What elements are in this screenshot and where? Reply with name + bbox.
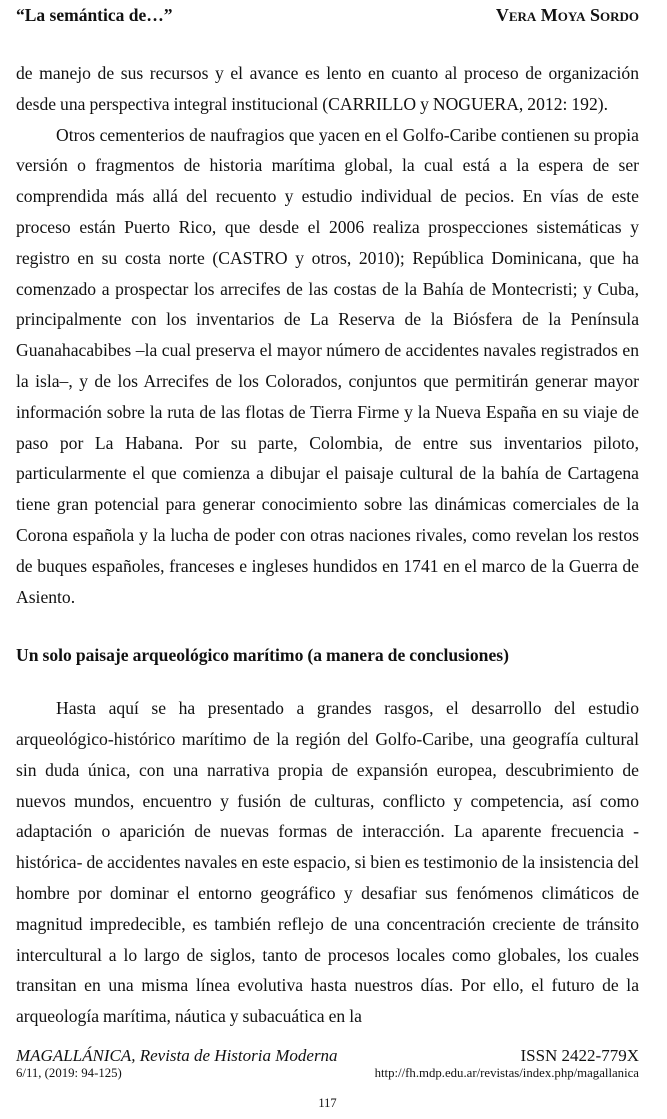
page-footer (16, 1046, 639, 1081)
paragraph-conclusions: Hasta aquí se ha presentado a grandes rasgos, el desarrollo del estudio arqueológico-histórico marítimo de la región del Golfo-Caribe, una geografía cultural sin duda única, con una narrativa propia de expansión europea, descubrimiento de nuevos mundos, encuentro y fusión de culturas, conflicto y competencia, así como adaptación o aparición de nuevas formas de interacción. La aparente frecuencia -histórica- de accidentes navales en este espacio, si bien es testimonio de la insistencia del hombre por dominar el entorno geográfico y desafiar sus fenómenos climáticos de magnitud impredecible, es también reflejo de una concentración creciente de tránsito intercultural a lo largo de siglos, tanto de procesos locales como globales, los cuales transitan en una misma línea evolutiva hasta nuestros días. Por ello, el futuro de la arqueología marítima, náutica y subacuática en la (16, 698, 639, 1027)
running-title: “La semántica de…” (16, 5, 173, 25)
journal-url[interactable]: http://fh.mdp.edu.ar/revistas/index.php/magallanica (374, 1065, 639, 1080)
issue-info: 6/11, (2019: 94-125) (16, 1065, 122, 1080)
paragraph-continued: de manejo de sus recursos y el avance es lento en cuanto al proceso de organización desde una perspectiva integral institucional (CARRILLO y NOGUERA, 2012: 192). (16, 63, 639, 114)
paragraph-shipwreck-cemeteries: Otros cementerios de naufragios que yacen en el Golfo-Caribe contienen su propia versión o fragmentos de historia marítima global, la cual está a la espera de ser comprendida más allá del recuento y estudio individual de pecios. En vías de este proceso están Puerto Rico, que desde el 2006 realiza prospecciones sistemáticas y registro en su costa norte (CASTRO y otros, 2010); República Dominicana, que ha comenzado a prospectar los arrecifes de las costas de la Bahía de Montecristi; y Cuba, principalmente con los inventarios de La Reserva de la Biósfera de la Península Guanahacabibes –la cual preserva el mayor número de accidentes navales registrados en la isla–, y de los Arrecifes de los Colorados, conjuntos que permitirán generar mayor información sobre la ruta de las flotas de Tierra Firme y la Nueva España en su viaje de paso por La Habana. Por su parte, Colombia, de entre sus inventarios piloto, particularmente el que comienza a dibujar el paisaje cultural de la bahía de Cartagena tiene gran potencial para generar conocimiento sobre las dinámicas comerciales de la Corona española y la lucha de poder con otras naciones rivales, como revelan los restos de buques españoles, franceses e ingleses hundidos en 1741 en el marco de la Guerra de Asiento. (16, 124, 639, 607)
journal-name: MAGALLÁNICA, Revista de Historia Moderna (16, 1045, 338, 1065)
section-heading: Un solo paisaje arqueológico marítimo (a manera de conclusiones) (16, 645, 509, 666)
running-header (16, 3, 639, 27)
author-name: Vera Moya Sordo (495, 5, 639, 25)
article-body (16, 58, 639, 1032)
footer-row-top (16, 1046, 639, 1065)
issn: ISSN 2422-779X (520, 1045, 639, 1065)
footer-row-bottom (16, 1065, 639, 1081)
page-number: 117 (318, 1095, 337, 1110)
